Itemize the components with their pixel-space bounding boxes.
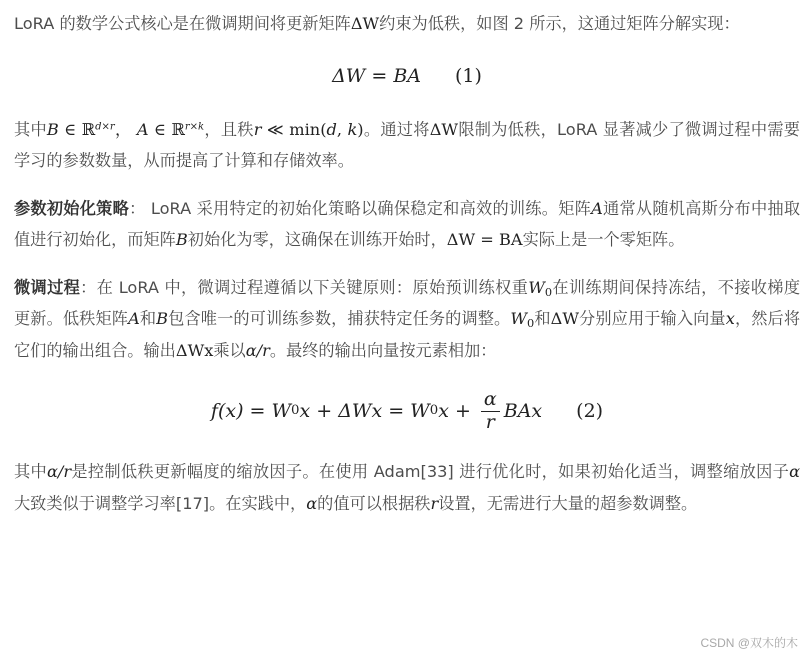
math-w-2: W [510, 309, 527, 328]
init-strategy-heading: 参数初始化策略 [14, 198, 130, 218]
math-dwx: ΔWx [175, 340, 214, 360]
math-k: k [347, 119, 358, 139]
init-text-2: 通常从随机高斯分布中抽取值进行初始化，而矩阵 [14, 198, 801, 249]
finetune-text-8: 乘以 [213, 340, 246, 360]
math-w: W [528, 277, 545, 297]
math-dim-dxr: d×r [95, 120, 115, 132]
finetune-text-3: 和 [139, 309, 157, 328]
math-d: d [326, 119, 337, 139]
math-b: B [46, 119, 59, 139]
math-comma: , [336, 119, 348, 139]
eq2-mid-2: x + [438, 400, 477, 422]
eq2-mid: x + ΔWx = W [299, 400, 430, 422]
init-text: ： LoRA 采用特定的初始化策略以确保稳定和高效的训练。矩阵 [129, 198, 592, 218]
scaling-text-4: 的值可以根据秩 [317, 493, 431, 513]
math-in-r2: ∈ ℝ [148, 119, 185, 139]
math-alpha-over-r-2: α/r [47, 462, 72, 481]
def-text-2: ，且秩 [204, 119, 254, 139]
finetune-text-2: 在训练期间保持冻结，不接收梯度更新。低秩矩阵 [14, 277, 801, 328]
math-r: r [253, 119, 262, 139]
math-a-2: A [591, 198, 603, 218]
csdn-watermark: CSDN @双木的木 [700, 636, 798, 650]
init-text-4: 实际上是一个零矩阵。 [522, 230, 685, 249]
scaling-text-2: 是控制低秩更新幅度的缩放因子。在使用 Adam[33] 进行优化时，如果初始化适当，调整缩放因子 [71, 462, 790, 481]
paragraph-init-strategy [14, 193, 800, 256]
eq1-rhs: BA [393, 64, 421, 87]
equation-2: f(x) = W 0 x + ΔWx = W 0 x + $\frac{\alpha}{r}$ BAx (2) [210, 387, 604, 433]
math-ll-min: ≪ min( [261, 119, 327, 139]
math-delta-w: ΔW [350, 14, 380, 33]
math-r-2: r [430, 493, 439, 513]
finetune-text-7: ，然后将它们的输出组合。输出 [14, 309, 801, 360]
equation-1 [14, 46, 800, 106]
finetune-text: ：在 LoRA 中，微调过程遵循以下关键原则：原始预训练权重 [80, 277, 529, 297]
scaling-text-3: 大致类似于调整学习率[17]。在实践中， [14, 493, 307, 513]
math-x: x [725, 309, 735, 328]
finetune-text-6: 分别应用于输入向量 [578, 309, 726, 328]
math-sep: ， [114, 119, 137, 139]
math-alpha: α [789, 462, 801, 481]
def-text-3: 。通过将 [363, 119, 430, 139]
def-text-4: 限制为低秩，LoRA 显著减少了微调过程中需要学习的参数数量，从而提高了计算和存储效率。 [14, 119, 800, 170]
def-text: 其中 [14, 119, 47, 139]
math-in-r: ∈ ℝ [58, 119, 96, 139]
math-dim-rxk: r×k [184, 120, 205, 132]
eq2-rhs: BAx [503, 400, 543, 422]
eq1-lhs: ΔW [332, 64, 366, 87]
finetune-text-9: 。最终的输出向量按元素相加： [269, 340, 497, 360]
paragraph-finetune-process [14, 272, 800, 367]
finetune-heading: 微调过程 [14, 277, 81, 297]
math-b-2: B [175, 230, 188, 249]
math-a: A [136, 119, 149, 139]
scaling-text-5: 设置，无需进行大量的超参数调整。 [438, 493, 698, 513]
finetune-text-5: 和 [534, 309, 551, 328]
eq1-tag: (1) [455, 64, 482, 87]
math-a-3: A [128, 309, 140, 328]
finetune-text-4: 包含唯一的可训练参数，捕获特定任务的调整。 [168, 309, 511, 328]
paragraph-intro [14, 8, 800, 40]
math-w-sub: 0 [544, 284, 553, 299]
math-delta-w-2: ΔW [429, 119, 459, 139]
eq2-lhs: f(x) = W [210, 400, 292, 422]
scaling-text: 其中 [14, 462, 47, 481]
eq1-equals: = [365, 64, 394, 87]
math-alpha-2: α [306, 493, 318, 513]
math-delta-w-3: ΔW [550, 309, 579, 328]
math-close: ) [357, 119, 364, 139]
math-dw-eq-ba: ΔW = BA [446, 230, 523, 249]
eq2-numerator: α [481, 389, 500, 412]
math-b-3: B [156, 309, 169, 328]
math-w-sub-2: 0 [527, 315, 535, 330]
eq2-fraction [481, 389, 500, 434]
eq2-tag: (2) [576, 400, 604, 422]
paragraph-definition [14, 114, 800, 177]
paragraph-scaling [14, 456, 800, 519]
intro-text: LoRA 的数学公式核心是在微调期间将更新矩阵 [14, 14, 351, 33]
init-text-3: 初始化为零，这确保在训练开始时， [187, 230, 447, 249]
math-alpha-over-r: α/r [245, 340, 270, 360]
eq2-denominator: r [485, 410, 495, 433]
article-body [14, 8, 800, 519]
intro-text-end: 约束为低秩，如图 2 所示，这通过矩阵分解实现： [379, 14, 740, 33]
